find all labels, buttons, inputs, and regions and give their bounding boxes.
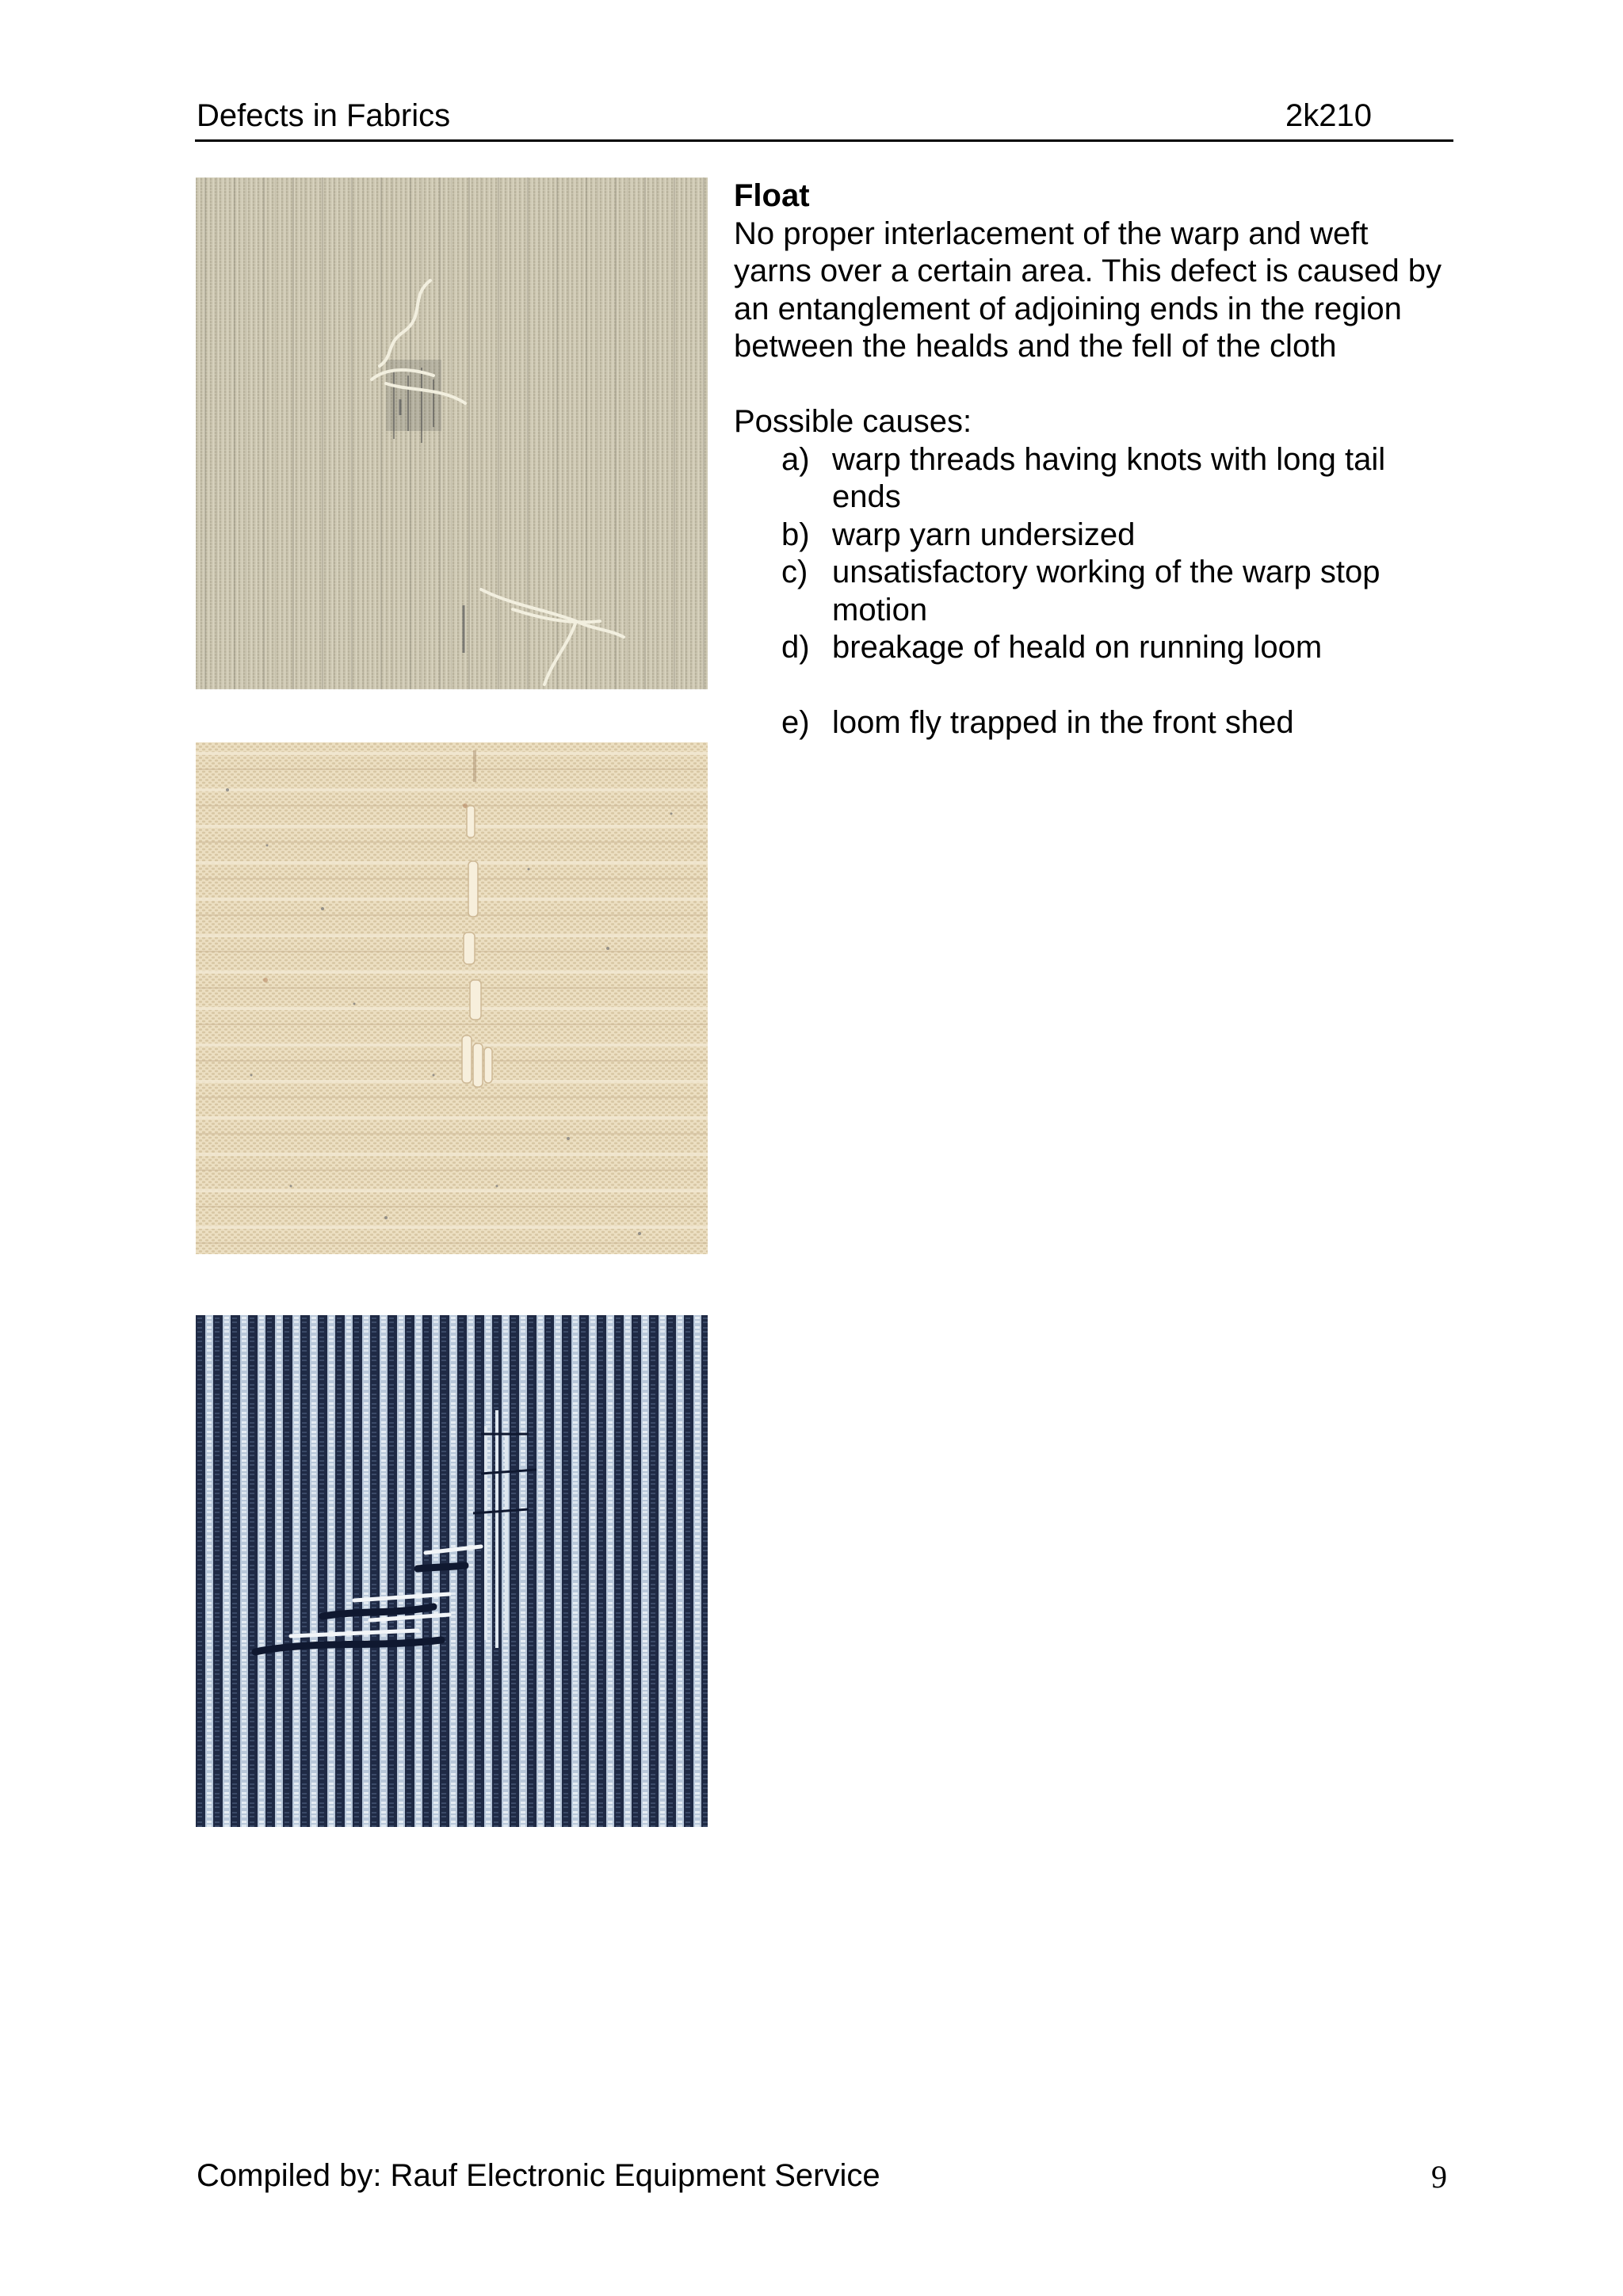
cause-text: breakage of heald on running loom [832, 630, 1323, 665]
cause-text: warp yarn undersized [832, 517, 1136, 552]
cream-fabric-float-photo [196, 742, 708, 1254]
defect-heading: Float [734, 178, 810, 213]
document-code: 2k210 [1285, 98, 1372, 133]
document-title: Defects in Fabrics [197, 98, 451, 133]
grey-fabric-float-photo [196, 177, 708, 689]
compiled-by-footer: Compiled by: Rauf Electronic Equipment Service [197, 2158, 880, 2193]
cause-item [734, 441, 1447, 517]
defect-description-column [734, 177, 1447, 742]
defect-description: No proper interlacement of the warp and weft yarns over a certain area. This defect is caused by an entanglement of adjoining ends in the region between the healds and the fell of the cloth [734, 215, 1442, 364]
cause-item [734, 517, 1447, 555]
page-header [195, 93, 1453, 142]
cause-marker: b) [781, 517, 810, 552]
page-number: 9 [1431, 2159, 1447, 2195]
navy-check-fabric-float-photo [196, 1315, 708, 1827]
cause-marker: d) [781, 630, 810, 665]
cause-item [734, 629, 1447, 667]
cause-item [734, 554, 1447, 629]
cause-text: loom fly trapped in the front shed [832, 705, 1294, 740]
cause-marker: e) [781, 705, 810, 740]
causes-list [734, 441, 1447, 742]
cause-text: warp threads having knots with long tail ends [832, 441, 1386, 514]
cause-marker: c) [781, 555, 808, 589]
cause-item [734, 704, 1447, 742]
cause-text: unsatisfactory working of the warp stop motion [832, 555, 1381, 627]
causes-label: Possible causes: [734, 404, 972, 439]
cause-marker: a) [781, 441, 810, 477]
